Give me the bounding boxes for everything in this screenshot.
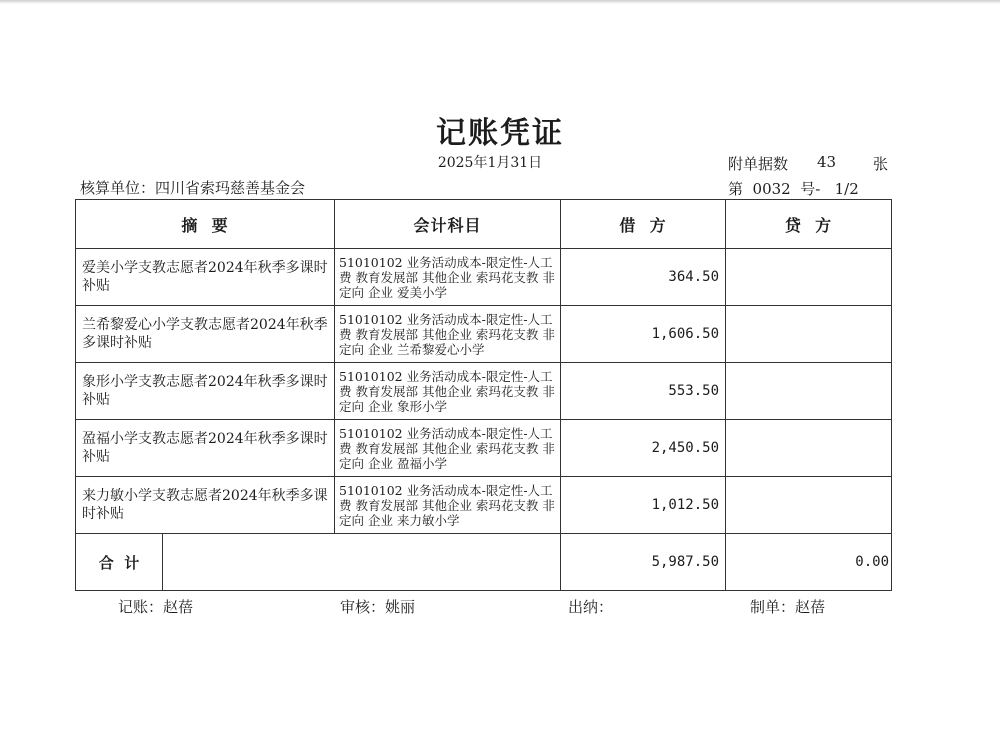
header-summary: 摘 要 <box>76 200 335 249</box>
unit-label: 核算单位： <box>80 179 156 197</box>
scan-edge <box>0 0 1000 4</box>
table-row <box>76 363 892 420</box>
row-account: 51010102 业务活动成本-限定性-人工费 教育发展部 其他企业 索玛花支教 非定向 企业 象形小学 <box>335 363 561 420</box>
voucher-number: 第 0032 号- 1/2 <box>728 180 859 198</box>
attachments-label: 附单据数 <box>728 155 789 173</box>
row-credit <box>726 306 892 363</box>
row-credit <box>726 363 892 420</box>
row-summary: 爱美小学支教志愿者2024年秋季多课时补贴 <box>76 249 335 306</box>
row-summary: 盈福小学支教志愿者2024年秋季多课时补贴 <box>76 420 335 477</box>
bookkeeper-signature: 记账：赵蓓 <box>118 598 194 616</box>
preparer-signature: 制单：赵蓓 <box>750 598 826 616</box>
row-summary: 来力敏小学支教志愿者2024年秋季多课时补贴 <box>76 477 335 534</box>
auditor-signature: 审核：姚丽 <box>340 598 416 616</box>
row-summary: 象形小学支教志愿者2024年秋季多课时补贴 <box>76 363 335 420</box>
header-debit: 借 方 <box>561 200 726 249</box>
row-summary: 兰希黎爱心小学支教志愿者2024年秋季多课时补贴 <box>76 306 335 363</box>
attachments-unit: 张 <box>873 155 889 173</box>
attachments-count: 43 <box>817 153 837 171</box>
row-account: 51010102 业务活动成本-限定性-人工费 教育发展部 其他企业 索玛花支教 非定向 企业 兰希黎爱心小学 <box>335 306 561 363</box>
row-account: 51010102 业务活动成本-限定性-人工费 教育发展部 其他企业 索玛花支教 非定向 企业 盈福小学 <box>335 420 561 477</box>
row-account: 51010102 业务活动成本-限定性-人工费 教育发展部 其他企业 索玛花支教 非定向 企业 爱美小学 <box>335 249 561 306</box>
voucher-table <box>75 199 892 591</box>
unit-name: 四川省索玛慈善基金会 <box>155 179 306 197</box>
table-row <box>76 306 892 363</box>
row-credit <box>726 249 892 306</box>
total-label-cell <box>76 534 561 591</box>
row-debit: 553.50 <box>561 363 726 420</box>
total-debit: 5,987.50 <box>561 534 726 591</box>
header-row <box>76 200 892 249</box>
header-credit: 贷 方 <box>726 200 892 249</box>
row-debit: 1,012.50 <box>561 477 726 534</box>
accounting-unit <box>80 177 305 198</box>
table-row <box>76 477 892 534</box>
total-credit: 0.00 <box>726 534 892 591</box>
row-credit <box>726 477 892 534</box>
cashier-signature: 出纳： <box>568 598 614 616</box>
row-credit <box>726 420 892 477</box>
header-account: 会计科目 <box>335 200 561 249</box>
row-debit: 364.50 <box>561 249 726 306</box>
voucher-title: 记账凭证 <box>436 116 564 151</box>
total-row <box>76 534 892 591</box>
row-debit: 1,606.50 <box>561 306 726 363</box>
row-account: 51010102 业务活动成本-限定性-人工费 教育发展部 其他企业 索玛花支教 非定向 企业 来力敏小学 <box>335 477 561 534</box>
table-row <box>76 420 892 477</box>
table-row <box>76 249 892 306</box>
voucher-date: 2025年1月31日 <box>437 155 543 171</box>
row-debit: 2,450.50 <box>561 420 726 477</box>
total-label: 合 计 <box>76 534 163 590</box>
